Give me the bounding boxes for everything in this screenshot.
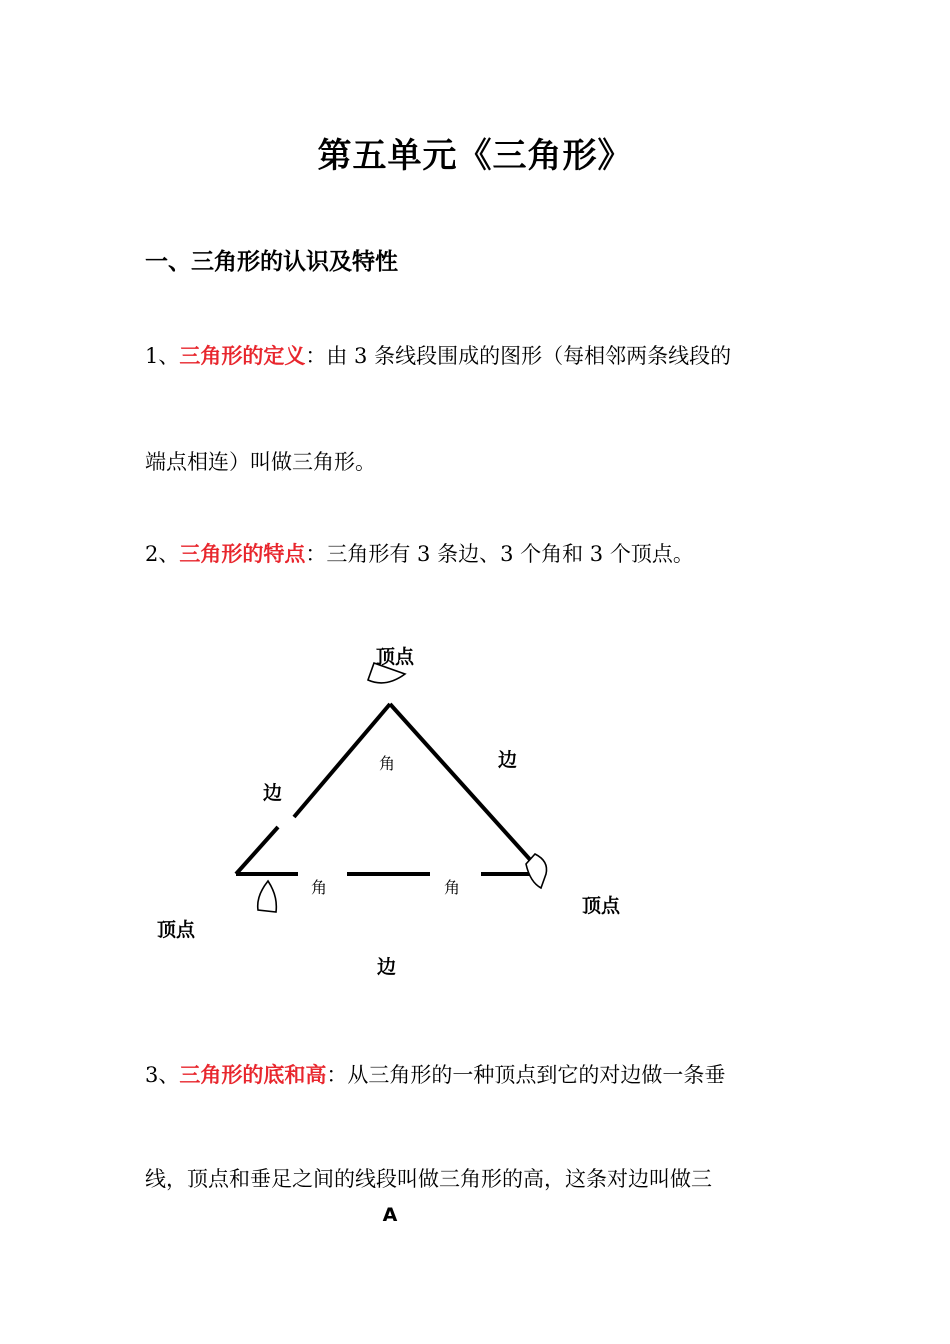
angle-label-right: 角 (444, 878, 461, 897)
item-2-text: 三角形有 3 条边、3 个角和 3 个顶点。 (326, 542, 694, 566)
item-1-term: 三角形的定义 (179, 344, 306, 368)
item-2-number: 2、 (145, 542, 180, 566)
item-1-continued: 端点相连）叫做三角形。 (145, 450, 376, 474)
triangle-left-side-upper (294, 704, 390, 817)
triangle-right-side (390, 704, 543, 874)
item-2-term: 三角形的特点 (179, 542, 306, 566)
triangle-left-side-lower (236, 827, 278, 874)
figure-vertex-label-a: A (382, 1204, 398, 1226)
item-2-colon: ： (305, 542, 327, 566)
item-3-continued: 线，顶点和垂足之间的线段叫做三角形的高，这条对边叫做三 (145, 1167, 712, 1191)
item-3 (145, 1061, 725, 1089)
angle-label-left: 角 (311, 878, 328, 897)
bottom-left-vertex-arc-mark (258, 881, 277, 912)
vertex-label-top: 顶点 (376, 646, 415, 668)
item-1-number: 1、 (145, 344, 180, 368)
item-3-term: 三角形的底和高 (179, 1063, 327, 1087)
angle-label-top: 角 (379, 754, 396, 773)
page-title: 第五单元《三角形》 (317, 136, 633, 176)
side-label-bottom: 边 (377, 956, 397, 978)
item-3-colon: ： (326, 1063, 348, 1087)
item-3-number: 3、 (145, 1063, 180, 1087)
side-label-right: 边 (498, 749, 518, 771)
vertex-label-left: 顶点 (157, 919, 196, 941)
vertex-label-right: 顶点 (582, 895, 621, 917)
section-heading: 一、三角形的认识及特性 (145, 249, 398, 275)
item-1-colon: ： (305, 344, 327, 368)
item-1-text: 由 3 条线段围成的图形（每相邻两条线段的 (326, 344, 732, 368)
side-label-left: 边 (263, 782, 283, 804)
item-3-text: 从三角形的一种顶点到它的对边做一条垂 (347, 1063, 726, 1087)
